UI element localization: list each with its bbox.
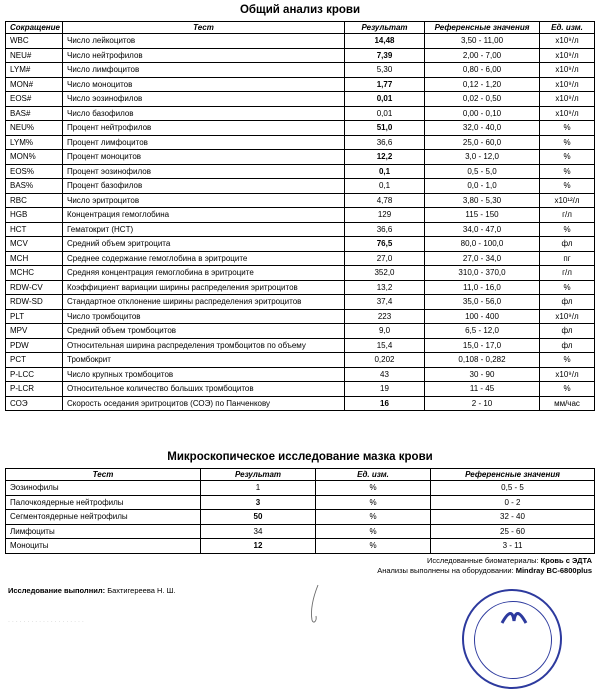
cell-result: 0,202 (345, 353, 425, 368)
faded-footer-text: . . . . . . . . . . . . . . . . . . . . (8, 617, 84, 624)
micro-col-header-result: Результат (201, 469, 316, 481)
col-header-reference: Референсные значения (425, 22, 540, 34)
cell-reference: 11 - 45 (425, 382, 540, 397)
micro-table-row (6, 510, 595, 525)
cell-test: Гематокрит (HCT) (63, 222, 345, 237)
micro-cell-test: Эозинофилы (6, 481, 201, 496)
col-header-result: Результат (345, 22, 425, 34)
col-header-test: Тест (63, 22, 345, 34)
cell-abbr: PDW (6, 338, 63, 353)
cell-abbr: RBC (6, 193, 63, 208)
cell-test: Скорость оседания эритроцитов (СОЭ) по Панченкову (63, 396, 345, 411)
cell-result: 14,48 (345, 34, 425, 49)
table-row (6, 34, 595, 49)
equipment-label: Анализы выполнены на оборудовании: (377, 566, 514, 575)
cell-result: 19 (345, 382, 425, 397)
cell-reference: 115 - 150 (425, 208, 540, 223)
micro-cell-reference: 3 - 11 (431, 539, 595, 554)
cell-reference: 3,50 - 11,00 (425, 34, 540, 49)
cell-unit: мм/час (540, 396, 595, 411)
cell-result: 4,78 (345, 193, 425, 208)
cell-result: 0,01 (345, 92, 425, 107)
cell-result: 15,4 (345, 338, 425, 353)
cell-unit: x10¹²/л (540, 193, 595, 208)
micro-cell-reference: 32 - 40 (431, 510, 595, 525)
micro-col-header-unit: Ед. изм. (316, 469, 431, 481)
cell-test: Процент эозинофилов (63, 164, 345, 179)
table-row (6, 251, 595, 266)
cell-reference: 0,108 - 0,282 (425, 353, 540, 368)
cell-reference: 34,0 - 47,0 (425, 222, 540, 237)
cell-test: Число эритроцитов (63, 193, 345, 208)
cell-unit: г/л (540, 266, 595, 281)
cell-unit: % (540, 164, 595, 179)
cell-result: 9,0 (345, 324, 425, 339)
table-row (6, 396, 595, 411)
cell-result: 36,6 (345, 135, 425, 150)
cell-test: Число базофилов (63, 106, 345, 121)
table-row (6, 135, 595, 150)
cell-abbr: MON% (6, 150, 63, 165)
cell-test: Процент базофилов (63, 179, 345, 194)
table-row (6, 164, 595, 179)
cell-result: 0,1 (345, 179, 425, 194)
cell-reference: 2 - 10 (425, 396, 540, 411)
table-row (6, 77, 595, 92)
cell-reference: 11,0 - 16,0 (425, 280, 540, 295)
micro-title: Микроскопическое исследование мазка крови (167, 451, 433, 463)
cell-reference: 0,0 - 1,0 (425, 179, 540, 194)
table-row (6, 309, 595, 324)
cell-result: 0,01 (345, 106, 425, 121)
cell-test: Тромбокрит (63, 353, 345, 368)
cell-reference: 15,0 - 17,0 (425, 338, 540, 353)
table-row (6, 237, 595, 252)
cell-test: Относительная ширина распределения тромбоцитов по объему (63, 338, 345, 353)
cell-test: Концентрация гемоглобина (63, 208, 345, 223)
table-row (6, 324, 595, 339)
micro-cell-result: 50 (201, 510, 316, 525)
cell-abbr: HCT (6, 222, 63, 237)
cell-reference: 3,80 - 5,30 (425, 193, 540, 208)
cell-test: Средний объем тромбоцитов (63, 324, 345, 339)
table-row (6, 92, 595, 107)
cell-test: Число лимфоцитов (63, 63, 345, 78)
table-row (6, 48, 595, 63)
micro-cell-unit: % (316, 510, 431, 525)
cell-unit: фл (540, 338, 595, 353)
micro-cell-test: Моноциты (6, 539, 201, 554)
cell-reference: 32,0 - 40,0 (425, 121, 540, 136)
micro-cell-result: 1 (201, 481, 316, 496)
cell-result: 1,77 (345, 77, 425, 92)
cell-test: Средняя концентрация гемоглобина в эритроците (63, 266, 345, 281)
table-row (6, 266, 595, 281)
cell-reference: 6,5 - 12,0 (425, 324, 540, 339)
cell-reference: 0,80 - 6,00 (425, 63, 540, 78)
table-row (6, 121, 595, 136)
table-row (6, 150, 595, 165)
cell-reference: 2,00 - 7,00 (425, 48, 540, 63)
cell-unit: x10⁹/л (540, 48, 595, 63)
cell-abbr: P-LCC (6, 367, 63, 382)
cell-result: 43 (345, 367, 425, 382)
equipment-note (377, 566, 592, 575)
cell-unit: x10⁹/л (540, 92, 595, 107)
micro-cell-test: Лимфоциты (6, 524, 201, 539)
cell-unit: % (540, 179, 595, 194)
cell-unit: фл (540, 237, 595, 252)
cell-abbr: LYM% (6, 135, 63, 150)
cell-result: 12,2 (345, 150, 425, 165)
cell-abbr: P-LCR (6, 382, 63, 397)
cell-test: Число моноцитов (63, 77, 345, 92)
cell-result: 7,39 (345, 48, 425, 63)
cell-reference: 80,0 - 100,0 (425, 237, 540, 252)
cell-test: Число тромбоцитов (63, 309, 345, 324)
table-row (6, 353, 595, 368)
cell-result: 36,6 (345, 222, 425, 237)
cell-test: Число нейтрофилов (63, 48, 345, 63)
cell-abbr: BAS% (6, 179, 63, 194)
table-row (6, 63, 595, 78)
cell-reference: 30 - 90 (425, 367, 540, 382)
performer-label: Исследование выполнил: (8, 586, 106, 595)
micro-cell-result: 12 (201, 539, 316, 554)
equipment-value: Mindray BC-6800plus (515, 566, 592, 575)
micro-cell-unit: % (316, 539, 431, 554)
micro-cell-unit: % (316, 524, 431, 539)
cell-unit: % (540, 382, 595, 397)
blood-analysis-table (5, 21, 595, 411)
cell-result: 352,0 (345, 266, 425, 281)
main-title: Общий анализ крови (239, 4, 361, 16)
cell-result: 27,0 (345, 251, 425, 266)
cell-reference: 310,0 - 370,0 (425, 266, 540, 281)
cell-reference: 3,0 - 12,0 (425, 150, 540, 165)
micro-cell-test: Сегментоядерные нейтрофилы (6, 510, 201, 525)
biomaterial-note (427, 556, 592, 565)
cell-abbr: MCH (6, 251, 63, 266)
micro-cell-reference: 0,5 - 5 (431, 481, 595, 496)
cell-test: Число эозинофилов (63, 92, 345, 107)
micro-table-row (6, 481, 595, 496)
micro-cell-unit: % (316, 481, 431, 496)
cell-unit: x10⁹/л (540, 63, 595, 78)
cell-abbr: PCT (6, 353, 63, 368)
col-header-abbr: Сокращение (6, 22, 63, 34)
cell-abbr: MCHC (6, 266, 63, 281)
cell-abbr: LYM# (6, 63, 63, 78)
cell-test: Среднее содержание гемоглобина в эритроците (63, 251, 345, 266)
cell-result: 16 (345, 396, 425, 411)
cell-unit: x10⁹/л (540, 106, 595, 121)
cell-result: 51,0 (345, 121, 425, 136)
cell-reference: 25,0 - 60,0 (425, 135, 540, 150)
micro-cell-result: 34 (201, 524, 316, 539)
micro-col-header-test: Тест (6, 469, 201, 481)
biomaterial-value: Кровь с ЭДТА (540, 556, 592, 565)
table-row (6, 208, 595, 223)
cell-result: 5,30 (345, 63, 425, 78)
cell-unit: фл (540, 324, 595, 339)
micro-table-row (6, 495, 595, 510)
table-row (6, 338, 595, 353)
cell-test: Число крупных тромбоцитов (63, 367, 345, 382)
signature-mark (300, 580, 330, 627)
cell-abbr: MON# (6, 77, 63, 92)
seal-stamp (462, 589, 562, 689)
table-row (6, 179, 595, 194)
micro-cell-unit: % (316, 495, 431, 510)
cell-reference: 100 - 400 (425, 309, 540, 324)
cell-result: 13,2 (345, 280, 425, 295)
cell-result: 0,1 (345, 164, 425, 179)
table-row (6, 382, 595, 397)
cell-result: 37,4 (345, 295, 425, 310)
cell-reference: 0,5 - 5,0 (425, 164, 540, 179)
cell-unit: x10⁹/л (540, 34, 595, 49)
cell-unit: г/л (540, 208, 595, 223)
cell-unit: % (540, 353, 595, 368)
biomaterial-label: Исследованные биоматериалы: (427, 556, 539, 565)
cell-abbr: NEU# (6, 48, 63, 63)
cell-unit: x10⁹/л (540, 309, 595, 324)
cell-test: Средний объем эритроцита (63, 237, 345, 252)
cell-reference: 0,00 - 0,10 (425, 106, 540, 121)
cell-unit: фл (540, 295, 595, 310)
micro-cell-result: 3 (201, 495, 316, 510)
cell-test: Процент нейтрофилов (63, 121, 345, 136)
cell-test: Процент лимфоцитов (63, 135, 345, 150)
cell-abbr: PLT (6, 309, 63, 324)
cell-abbr: СОЭ (6, 396, 63, 411)
cell-unit: пг (540, 251, 595, 266)
microscopy-table (5, 468, 595, 554)
micro-table-row (6, 524, 595, 539)
cell-reference: 35,0 - 56,0 (425, 295, 540, 310)
cell-abbr: MPV (6, 324, 63, 339)
cell-reference: 0,02 - 0,50 (425, 92, 540, 107)
cell-test: Коэффициент вариации ширины распределения эритроцитов (63, 280, 345, 295)
cell-test: Относительное количество больших тромбоцитов (63, 382, 345, 397)
cell-abbr: HGB (6, 208, 63, 223)
cell-test: Стандартное отклонение ширины распределения эритроцитов (63, 295, 345, 310)
cell-abbr: WBC (6, 34, 63, 49)
micro-cell-reference: 25 - 60 (431, 524, 595, 539)
cell-unit: % (540, 280, 595, 295)
micro-cell-test: Палочкоядерные нейтрофилы (6, 495, 201, 510)
cell-abbr: EOS# (6, 92, 63, 107)
cell-reference: 27,0 - 34,0 (425, 251, 540, 266)
cell-abbr: MCV (6, 237, 63, 252)
cell-test: Процент моноцитов (63, 150, 345, 165)
cell-result: 223 (345, 309, 425, 324)
cell-unit: x10⁹/л (540, 367, 595, 382)
table-row (6, 106, 595, 121)
cell-abbr: RDW-CV (6, 280, 63, 295)
col-header-unit: Ед. изм. (540, 22, 595, 34)
table-row (6, 222, 595, 237)
micro-cell-reference: 0 - 2 (431, 495, 595, 510)
performer-line (8, 586, 176, 595)
seal-emblem (464, 591, 564, 631)
cell-unit: % (540, 121, 595, 136)
micro-col-header-reference: Референсные значения (431, 469, 595, 481)
cell-abbr: RDW-SD (6, 295, 63, 310)
cell-result: 76,5 (345, 237, 425, 252)
table-header-row (6, 22, 595, 34)
cell-unit: % (540, 150, 595, 165)
cell-result: 129 (345, 208, 425, 223)
cell-unit: x10⁹/л (540, 77, 595, 92)
cell-test: Число лейкоцитов (63, 34, 345, 49)
cell-abbr: EOS% (6, 164, 63, 179)
micro-header-row (6, 469, 595, 481)
micro-table-row (6, 539, 595, 554)
table-row (6, 295, 595, 310)
table-row (6, 280, 595, 295)
cell-unit: % (540, 135, 595, 150)
table-row (6, 193, 595, 208)
cell-abbr: NEU% (6, 121, 63, 136)
cell-reference: 0,12 - 1,20 (425, 77, 540, 92)
performer-name: Бахтигереева Н. Ш. (107, 586, 176, 595)
cell-abbr: BAS# (6, 106, 63, 121)
table-row (6, 367, 595, 382)
cell-unit: % (540, 222, 595, 237)
